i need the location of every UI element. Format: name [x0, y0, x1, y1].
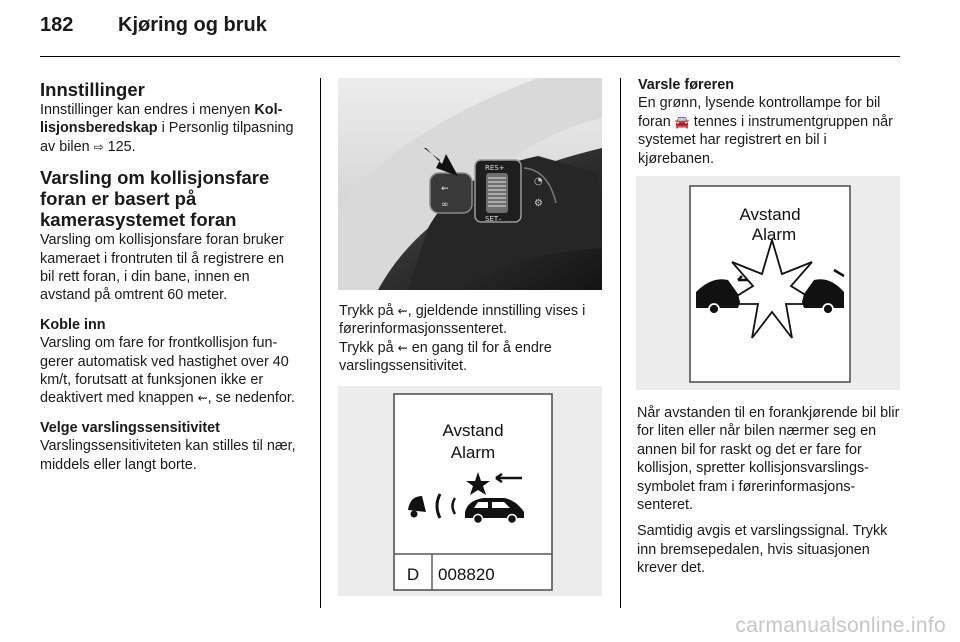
- steering-wheel-illustration: [338, 78, 602, 290]
- column-right-lower: [637, 404, 903, 589]
- svg-text:⇜: ⇜: [441, 184, 449, 194]
- svg-text:RES+: RES+: [485, 164, 505, 172]
- alarm-title-2: Alarm: [751, 225, 797, 244]
- svg-text:SET–: SET–: [485, 215, 502, 223]
- watermark: carmanualsonline.info: [735, 614, 946, 637]
- svg-text:⚙: ⚙: [534, 198, 543, 209]
- page-header: [40, 14, 267, 37]
- heading-settings: Innstillinger: [40, 79, 145, 100]
- collision-button-icon: ⇜: [397, 340, 408, 355]
- sensitivity-display-figure: [338, 386, 602, 596]
- heading-sensitivity: Velge varslingssensitivitet: [40, 419, 220, 436]
- heading-warn-driver: Varsle føreren: [638, 77, 734, 93]
- display-title-1: Avstand: [442, 421, 504, 440]
- ref-arrow-icon: ⇨: [93, 139, 104, 154]
- press-paragraph: Trykk på ⇜, gjeldende innstilling vises i førerinformasjonssenteret. Trykk på ⇜ en gang til for å endre varslingssensitivitet.: [339, 303, 586, 375]
- page-ref-link[interactable]: 125.: [107, 138, 136, 155]
- page-number: 182: [40, 14, 74, 36]
- steering-wheel-figure: [338, 78, 602, 290]
- alarm-title-1: Avstand: [739, 205, 801, 224]
- svg-text:∞: ∞: [441, 200, 449, 210]
- column-middle: [339, 302, 605, 387]
- heading-activate: Koble inn: [40, 316, 106, 333]
- sensitivity-paragraph: Varslingssensitiviteten kan stilles til nær, middels eller langt borte.: [40, 438, 296, 473]
- car-front-icon: 🚘: [674, 114, 690, 129]
- settings-paragraph: Innstillinger kan endres i menyen Kollisjonsberedskap i Personlig tilpasning av bilen ⇨ 125.: [40, 102, 294, 155]
- menu-name: Kollisjonsberedskap: [40, 102, 283, 137]
- chapter-title: Kjøring og bruk: [118, 14, 267, 36]
- header-rule: [40, 56, 900, 57]
- column-divider-1: [320, 78, 321, 608]
- distance-paragraph: Når avstanden til en forankjørende bil blir for liten eller når bilen nærmer seg en annen bil for raskt og det er fare for kollisjon, spretter kollisjonsvarslingssymbolet fram i førerinformasjonssenteret.: [637, 405, 900, 514]
- signal-paragraph: Samtidig avgis et varslingssignal. Trykk inn bremsepedalen, hvis situasjonen krever det.: [637, 523, 888, 577]
- svg-text:◔: ◔: [534, 176, 543, 187]
- display-value: 008820: [438, 565, 495, 584]
- warn-driver-paragraph: En grønn, lysende kontrollampe for bil foran 🚘 tennes i instrumentgruppen når systemet har registrert en bil i kjørebanen.: [638, 95, 893, 167]
- activate-paragraph: Varsling om fare for frontkollisjon fungerer automatisk ved hastighet over 40 km/t, forutsatt at funksjonen ikke er deaktivert med knappen ⇜, se nedenfor.: [40, 335, 295, 407]
- collision-button-icon: ⇜: [397, 304, 408, 318]
- camera-warning-paragraph: Varsling om kollisjonsfare foran bruker kameraet i frontruten til å registrere en bil rett foran, i din bane, innen en avstand på omtrent 60 meter.: [40, 232, 284, 304]
- column-left: [40, 76, 302, 485]
- column-right: [638, 76, 902, 179]
- display-letter: D: [406, 565, 420, 584]
- collision-alarm-figure: [636, 176, 900, 390]
- column-divider-2: [620, 78, 621, 608]
- collision-button-icon: ⇜: [197, 391, 208, 406]
- display-title-2: Alarm: [450, 443, 496, 462]
- heading-camera-warning: Varsling om kollisjonsfare foran er basert på kamerasystemet foran: [40, 167, 270, 231]
